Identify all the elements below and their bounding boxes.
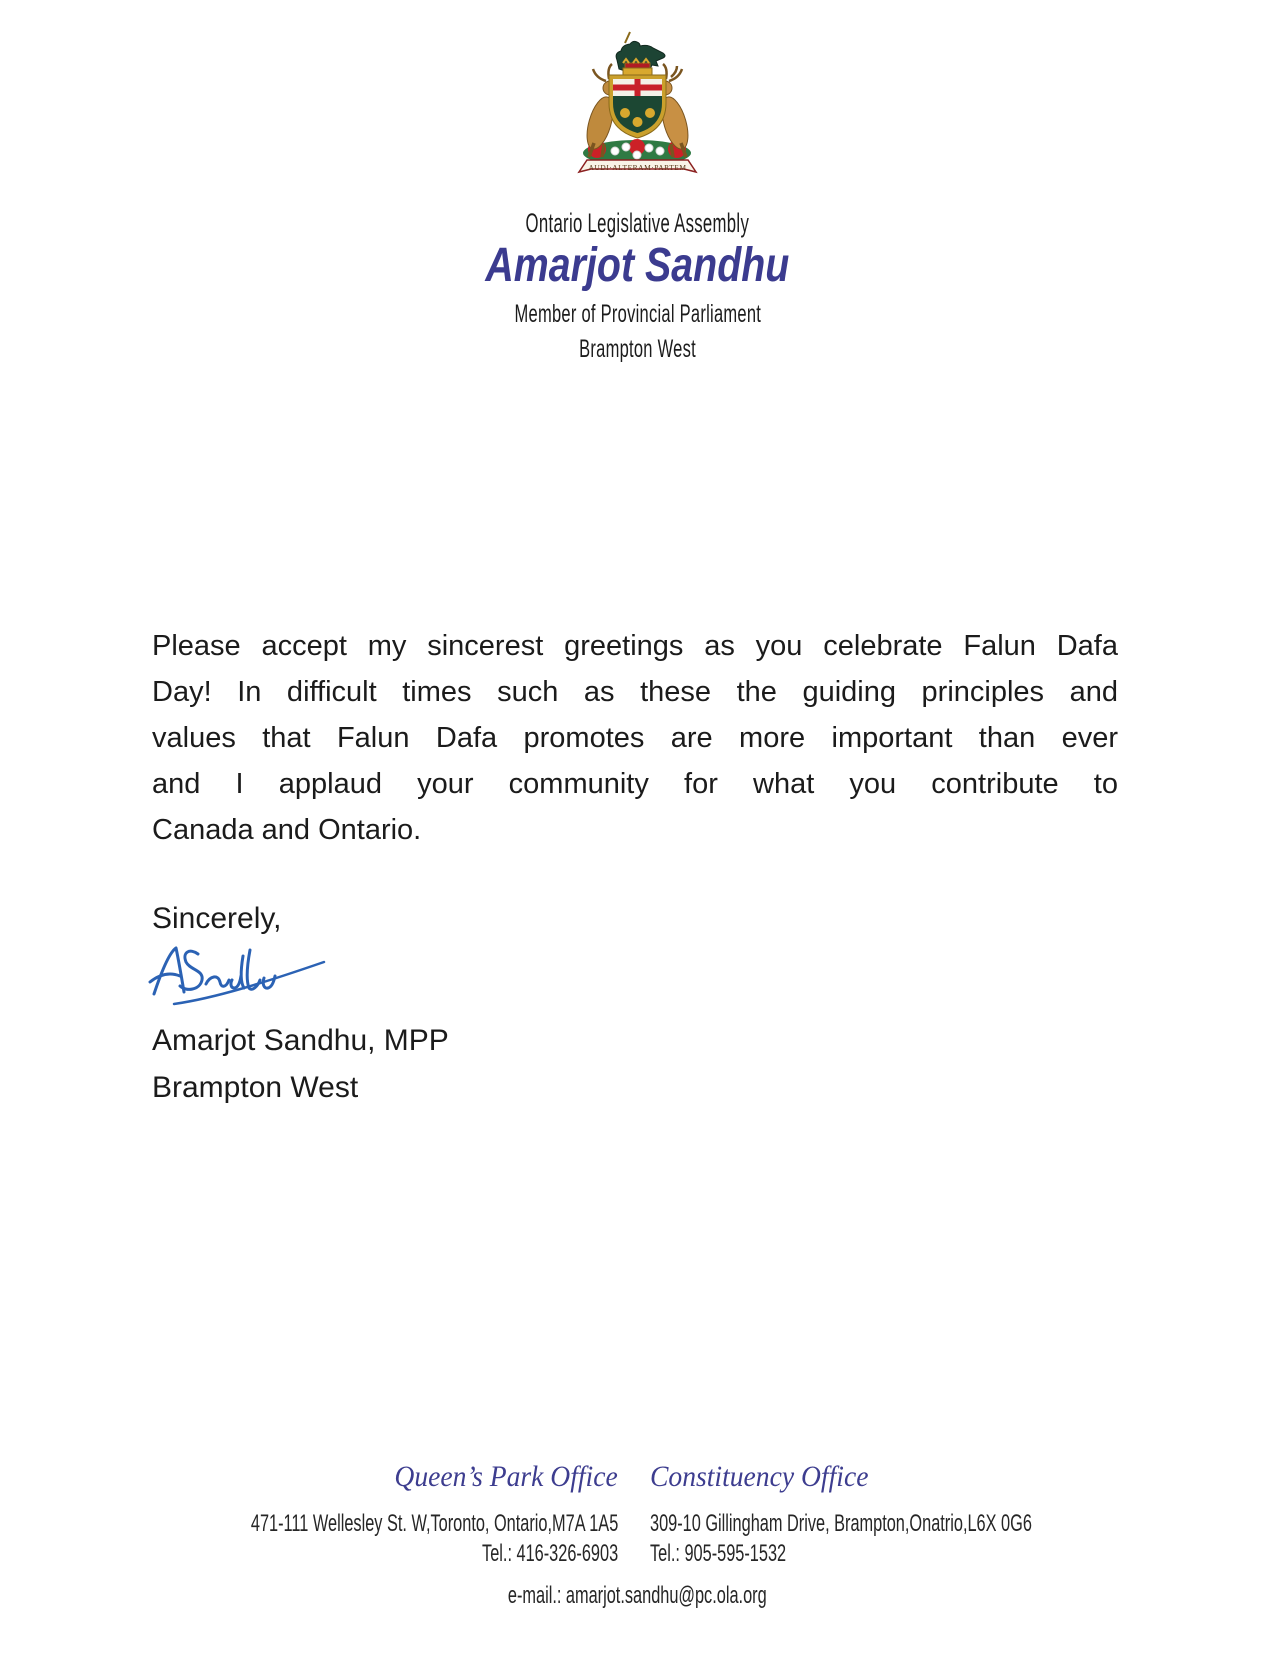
signatory-name: Amarjot Sandhu, MPP [152,1024,449,1057]
constituency-office-tel: Tel.: 905-595-1532 [650,1540,787,1567]
queens-park-office-tel: Tel.: 416-326-6903 [481,1540,618,1567]
signatory-riding: Brampton West [152,1071,359,1104]
constituency-office-heading: Constituency Office [650,1460,869,1493]
member-riding: Brampton West [579,335,696,363]
ontario-coat-of-arms-icon [565,30,710,180]
organization-name: Ontario Legislative Assembly [525,208,750,238]
signature-block [152,1017,449,1111]
body-line: Please accept my sincerest greetings as you celebrate Falun Dafa [152,630,1118,662]
body-line: Day! In difficult times such as these the guiding principles and [152,676,1118,708]
crest-motto-text: AUDI·ALTERAM·PARTEM [588,163,687,172]
crest-shield [609,75,666,138]
constituency-office-address: 309-10 Gillingham Drive, Brampton,Onatrio,L6X 0G6 [650,1510,1032,1537]
letterhead [0,30,1275,363]
handwritten-signature-icon [146,936,331,1011]
queens-park-office-address: 471-111 Wellesley St. W,Toronto, Ontario,M7A 1A5 [250,1510,618,1537]
member-name: Amarjot Sandhu [485,239,790,292]
closing-salutation: Sincerely, [152,902,282,935]
email-address: e-mail.: amarjot.sandhu@pc.ola.org [508,1582,767,1609]
body-line: and I applaud your community for what you contribute to [152,768,1118,800]
crest-crown [623,59,652,75]
member-title: Member of Provincial Parliament [514,300,761,328]
body-line: Canada and Ontario. [152,814,422,846]
body-line: values that Falun Dafa promotes are more important than ever [152,722,1118,754]
queens-park-office-heading: Queen’s Park Office [394,1460,618,1493]
letter-body [152,623,1118,853]
crest-motto-ribbon [579,160,696,172]
